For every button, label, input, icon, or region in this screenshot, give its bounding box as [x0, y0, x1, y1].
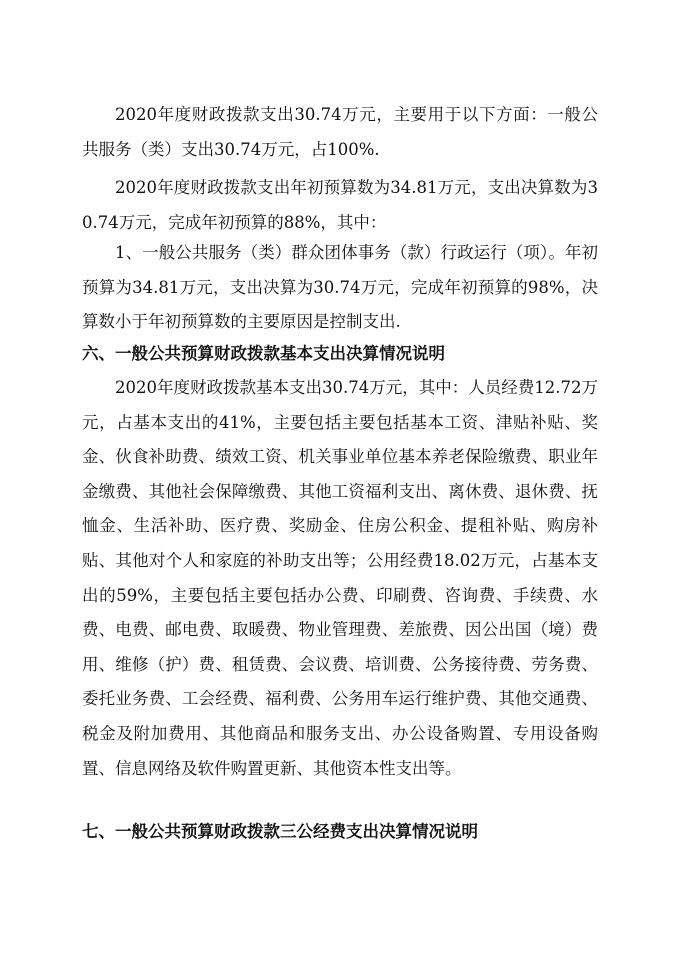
section-heading-basic-expenditure: 六、一般公共预算财政拨款基本支出决算情况说明 — [82, 344, 445, 363]
paragraph-budget-vs-actual: 2020年度财政拨款支出年初预算数为34.81万元，支出决算数为30.74万元，完成年初预算的88%，其中： — [82, 178, 598, 232]
paragraph-appropriation-expenditure: 2020年度财政拨款支出30.74万元，主要用于以下方面：一般公共服务（类）支出30.74万元，占100%. — [82, 105, 598, 159]
paragraph-item-administrative-operation: 1、一般公共服务（类）群众团体事务（款）行政运行（项）。年初预算为34.81万元，支出决算为30.74万元，完成年初预算的98%，决算数小于年初预算数的主要原因是控制支出. — [82, 243, 598, 332]
section-heading-three-public-expenses: 七、一般公共预算财政拨款三公经费支出决算情况说明 — [82, 822, 478, 841]
paragraph-basic-expenditure-detail: 2020年度财政拨款基本支出30.74万元，其中：人员经费12.72万元，占基本支出的41%，主要包括主要包括基本工资、津贴补贴、奖金、伙食补助费、绩效工资、机关事业单位基本养老保险缴费、职业年金缴费、其他社会保障缴费、其他工资福利支出、离休费、退休费、抚恤金、生活补助、医疗费、奖励金、住房公积金、提租补贴、购房补贴、其他对个人和家庭的补助支出等；公用经费18.02万元，占基本支出的59%，主要包括主要包括办公费、印刷费、咨询费、手续费、水费、电费、邮电费、取暖费、物业管理费、差旅费、因公出国（境）费用、维修（护）费、租赁费、会议费、培训费、公务接待费、劳务费、委托业务费、工会经费、福利费、公务用车运行维护费、其他交通费、税金及附加费用、其他商品和服务支出、办公设备购置、专用设备购置、信息网络及软件购置更新、其他资本性支出等。 — [82, 378, 598, 778]
